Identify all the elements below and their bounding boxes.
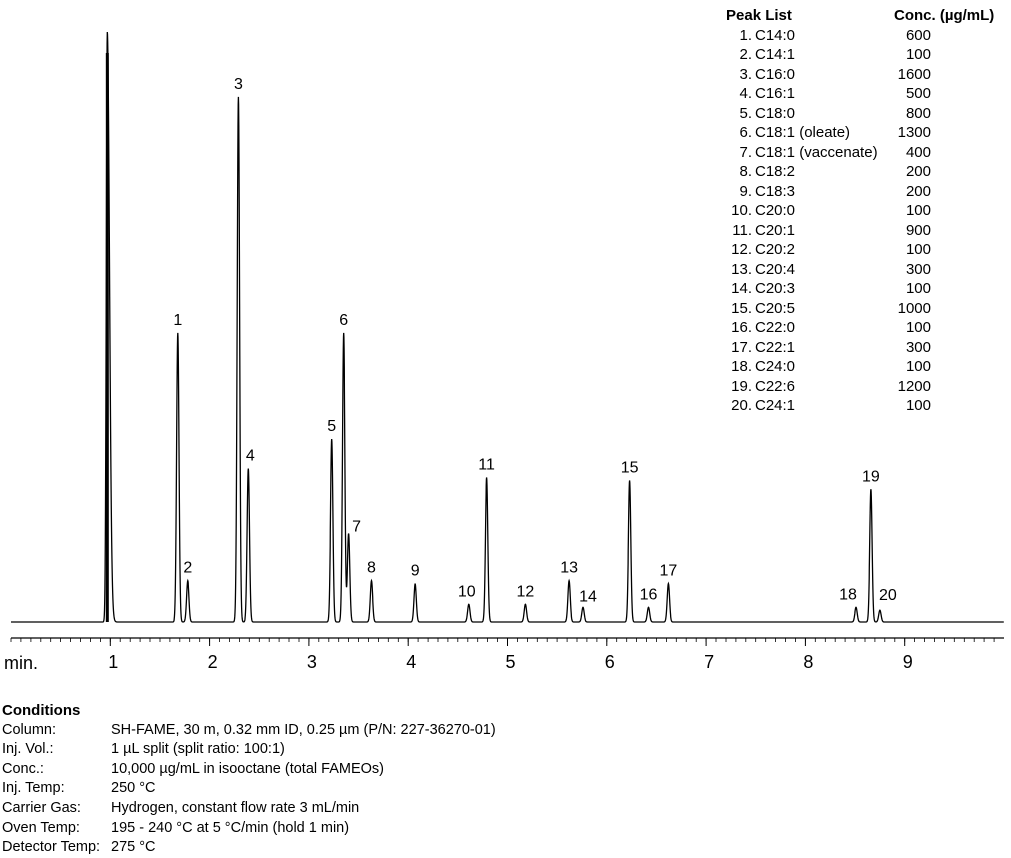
condition-key: Oven Temp: — [2, 819, 80, 836]
peak-list-number: 7. — [739, 143, 752, 161]
peak-list-conc: 100 — [905, 202, 931, 219]
peak-label-18: 18 — [839, 586, 857, 604]
x-tick-label: 6 — [604, 652, 615, 672]
condition-row — [2, 838, 156, 858]
x-tick-label: 5 — [505, 652, 516, 672]
peak-list-name: C16:1 — [755, 85, 796, 102]
peak-list-number: 15. — [731, 299, 752, 317]
peak-list-number: 4. — [739, 85, 752, 102]
peak-list-name: C14:1 — [755, 46, 796, 63]
peak-list-name: C20:5 — [755, 299, 796, 317]
peak-list-number: 10. — [731, 202, 752, 219]
peak-list-number: 5. — [739, 104, 752, 122]
peak-list-conc: 300 — [905, 260, 931, 278]
condition-row — [2, 799, 360, 819]
peak-list-name: C20:4 — [755, 260, 796, 278]
peak-list-name: C24:1 — [755, 397, 796, 414]
peak-list-name: C20:0 — [755, 202, 796, 219]
peak-list-number: 12. — [731, 241, 752, 258]
condition-key: Inj. Vol.: — [2, 741, 54, 758]
peak-list-title: Peak List — [726, 7, 792, 24]
peak-list-conc: 100 — [905, 397, 931, 414]
x-tick-label: 2 — [207, 652, 218, 672]
x-tick-label: 7 — [704, 652, 715, 672]
peak-label-10: 10 — [457, 583, 476, 601]
peak-list-number: 6. — [739, 124, 752, 141]
peak-list-conc: 100 — [905, 241, 931, 258]
peak-list-name: C18:3 — [755, 182, 796, 200]
peak-label-8: 8 — [367, 559, 376, 577]
peak-label-6: 6 — [339, 311, 349, 329]
x-tick-label: 9 — [902, 652, 913, 672]
peak-label-20: 20 — [879, 587, 897, 605]
peak-list-name: C20:1 — [755, 221, 796, 239]
condition-row — [2, 721, 496, 741]
x-tick-label: 8 — [803, 652, 814, 672]
x-tick-label: 1 — [108, 652, 119, 672]
condition-value: 195 - 240 °C at 5 °C/min (hold 1 min) — [111, 819, 350, 836]
peak-list-conc: 100 — [905, 319, 931, 336]
peak-list-conc: 300 — [905, 338, 931, 356]
peak-list-name: C14:0 — [755, 26, 796, 44]
peak-list-conc: 400 — [905, 143, 931, 161]
condition-row — [2, 740, 285, 760]
peak-list-number: 13. — [731, 260, 752, 278]
condition-key: Carrier Gas: — [2, 799, 81, 816]
condition-row — [2, 779, 156, 799]
peak-list-name: C20:2 — [755, 241, 796, 258]
condition-value: 250 °C — [111, 780, 156, 797]
condition-value: SH-FAME, 30 m, 0.32 mm ID, 0.25 µm (P/N: 227-36270-01) — [111, 721, 496, 738]
peak-list-number: 11. — [732, 221, 752, 239]
peak-label-14: 14 — [579, 588, 597, 606]
condition-row — [2, 760, 384, 780]
peak-list-number: 18. — [731, 358, 752, 375]
condition-value: 275 °C — [111, 839, 156, 856]
condition-row — [2, 819, 350, 839]
peak-label-1: 1 — [173, 311, 183, 329]
peak-label-3: 3 — [233, 75, 243, 93]
peak-list-conc: 600 — [905, 26, 931, 44]
peak-label-9: 9 — [410, 562, 420, 580]
peak-list-number: 17. — [731, 338, 752, 356]
x-tick-label: 4 — [406, 652, 417, 672]
peak-list-number: 9. — [739, 182, 752, 200]
peak-label-2: 2 — [183, 559, 193, 577]
condition-key: Detector Temp: — [2, 839, 101, 856]
peak-list-conc: 100 — [905, 280, 931, 297]
peak-list-conc: 1600 — [897, 65, 931, 83]
peak-list-number: 20. — [731, 397, 752, 414]
peak-list-conc: 200 — [905, 163, 931, 180]
peak-list-conc: 800 — [905, 104, 931, 122]
condition-value: 10,000 µg/mL in isooctane (total FAMEOs) — [111, 760, 384, 777]
peak-list-number: 2. — [739, 46, 752, 63]
peak-list-name: C18:0 — [755, 104, 796, 122]
peak-list-number: 16. — [731, 319, 752, 336]
peak-list-name: C20:3 — [755, 280, 796, 297]
condition-value: 1 µL split (split ratio: 100:1) — [111, 741, 285, 758]
peak-list-name: C22:6 — [755, 377, 796, 395]
peak-label-16: 16 — [639, 586, 658, 604]
peak-list-conc: 100 — [905, 46, 931, 63]
peak-label-13: 13 — [560, 559, 578, 577]
peak-list-name: C18:2 — [755, 163, 796, 180]
peak-list-name: C22:0 — [755, 319, 796, 336]
peak-list-number: 8. — [739, 163, 752, 180]
condition-value: Hydrogen, constant flow rate 3 mL/min — [111, 799, 360, 816]
peak-list-conc: 500 — [905, 85, 931, 102]
x-axis-label: min. — [4, 653, 39, 673]
x-tick-label: 3 — [306, 652, 317, 672]
peak-label-7: 7 — [352, 518, 362, 536]
peak-list-conc: 1000 — [897, 299, 931, 317]
peak-label-11: 11 — [478, 456, 495, 474]
peak-list-name: C22:1 — [755, 338, 796, 356]
peak-list-conc: 100 — [905, 358, 931, 375]
peak-list-conc: 1200 — [897, 377, 931, 395]
peak-list-number: 19. — [731, 377, 752, 395]
conditions-block — [2, 701, 496, 858]
condition-key: Column: — [2, 721, 56, 738]
peak-list-conc-header: Conc. (µg/mL) — [894, 7, 995, 24]
peak-list-name: C24:0 — [755, 358, 796, 375]
peak-label-19: 19 — [862, 468, 880, 486]
peak-label-15: 15 — [620, 459, 639, 477]
peak-list-name: C18:1 (oleate) — [755, 124, 851, 141]
condition-key: Conc.: — [2, 760, 44, 777]
condition-key: Inj. Temp: — [2, 780, 65, 797]
peak-list-number: 14. — [731, 280, 752, 297]
peak-list-name: C16:0 — [755, 65, 796, 83]
peak-label-17: 17 — [659, 562, 678, 580]
peak-list-name: C18:1 (vaccenate) — [755, 143, 878, 161]
peak-list-number: 1. — [739, 26, 752, 44]
conditions-title: Conditions — [2, 702, 81, 719]
peak-list-number: 3. — [739, 65, 752, 83]
peak-label-5: 5 — [327, 418, 337, 436]
peak-label-12: 12 — [516, 583, 535, 601]
peak-list-conc: 200 — [905, 182, 931, 200]
peak-list-conc: 1300 — [897, 124, 931, 141]
peak-list-conc: 900 — [905, 221, 931, 239]
peak-label-4: 4 — [245, 447, 255, 465]
x-axis — [11, 638, 1004, 672]
